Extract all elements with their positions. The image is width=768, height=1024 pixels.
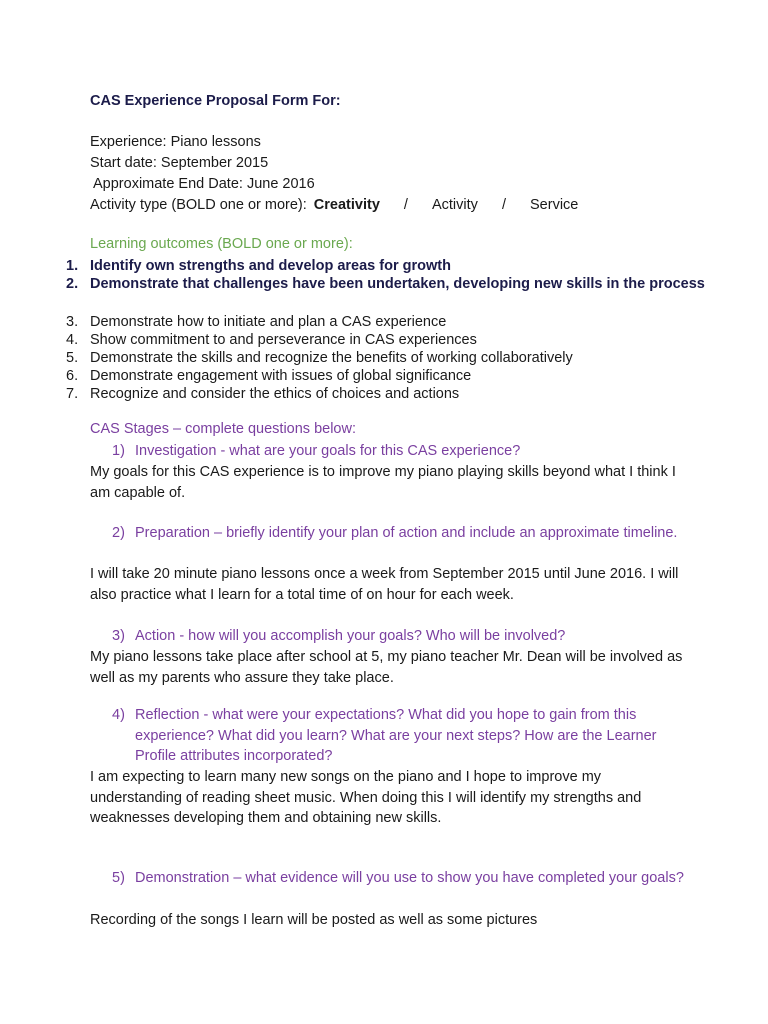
stage-question [112, 705, 692, 767]
stage-number: 5) [112, 870, 125, 886]
activity-type-service: Service [530, 197, 579, 213]
list-item [66, 257, 706, 275]
activity-type-line [90, 197, 578, 213]
end-date-line: Approximate End Date: June 2016 [93, 176, 315, 192]
stage-question [112, 868, 692, 889]
list-item-text: Recognize and consider the ethics of choices and actions [90, 386, 460, 402]
stage-answer: I am expecting to learn many new songs on the piano and I hope to improve my understanding of reading sheet music. When doing this I will identify my strengths and weaknesses developing them and obtaining new skills. [90, 769, 642, 826]
list-item-number: 7. [66, 386, 79, 402]
list-item-number: 2. [66, 276, 79, 292]
list-item [66, 331, 706, 349]
stage-answer: Recording of the songs I learn will be posted as well as some pictures [90, 912, 538, 928]
stage-number: 2) [112, 525, 125, 541]
stage-number: 1) [112, 443, 125, 459]
start-date-line: Start date: September 2015 [90, 155, 269, 171]
list-item [66, 349, 706, 367]
stage-question-text: Demonstration – what evidence will you use to show you have completed your goals? [135, 870, 684, 886]
list-item-number: 3. [66, 314, 79, 330]
list-item [66, 313, 706, 331]
list-item [66, 275, 706, 313]
stage-answer: My piano lessons take place after school at 5, my piano teacher Mr. Dean will be involved as well as my parents who assure they take place. [90, 649, 683, 686]
list-item-number: 5. [66, 350, 79, 366]
list-item-text: Demonstrate the skills and recognize the benefits of working collaboratively [90, 350, 573, 366]
stage-question [112, 523, 692, 544]
experience-line: Experience: Piano lessons [90, 134, 261, 150]
activity-type-creativity: Creativity [313, 197, 380, 213]
list-item-text: Demonstrate that challenges have been undertaken, developing new skills in the process [90, 276, 705, 292]
activity-type-label: Activity type (BOLD one or more): [90, 197, 307, 213]
stage-answer: My goals for this CAS experience is to improve my piano playing skills beyond what I think I am capable of. [90, 464, 676, 501]
list-item-text: Show commitment to and perseverance in CAS experiences [90, 332, 477, 348]
stage-question-text: Investigation - what are your goals for this CAS experience? [135, 443, 521, 459]
learning-outcomes-heading: Learning outcomes (BOLD one or more): [90, 236, 353, 252]
stage-number: 3) [112, 628, 125, 644]
stage-question-text: Action - how will you accomplish your goals? Who will be involved? [135, 628, 566, 644]
list-item [66, 385, 706, 403]
stage-question [112, 441, 692, 462]
list-item-number: 4. [66, 332, 79, 348]
learning-outcomes-list [66, 257, 706, 403]
activity-type-activity: Activity [431, 197, 478, 213]
list-item-text: Demonstrate engagement with issues of global significance [90, 368, 472, 384]
cas-stages-heading: CAS Stages – complete questions below: [90, 421, 356, 437]
list-item-number: 6. [66, 368, 79, 384]
stage-question-text: Reflection - what were your expectations? What did you hope to gain from this experience? What did you learn? What are your next steps? How are the Learner Profile attributes incorporated? [135, 707, 657, 764]
stage-answer: I will take 20 minute piano lessons once a week from September 2015 until June 2016. I will also practice what I learn for a total time of on hour for each week. [90, 566, 679, 603]
list-item-text: Demonstrate how to initiate and plan a CAS experience [90, 314, 447, 330]
stage-question-text: Preparation – briefly identify your plan of action and include an approximate timeline. [135, 525, 678, 541]
list-item [66, 367, 706, 385]
list-item-text: Identify own strengths and develop areas for growth [90, 258, 451, 274]
list-item-number: 1. [66, 258, 79, 274]
activity-type-separator: / [501, 197, 506, 213]
form-title: CAS Experience Proposal Form For: [90, 93, 341, 109]
stage-question [112, 626, 692, 647]
stage-number: 4) [112, 707, 125, 723]
activity-type-separator: / [403, 197, 408, 213]
